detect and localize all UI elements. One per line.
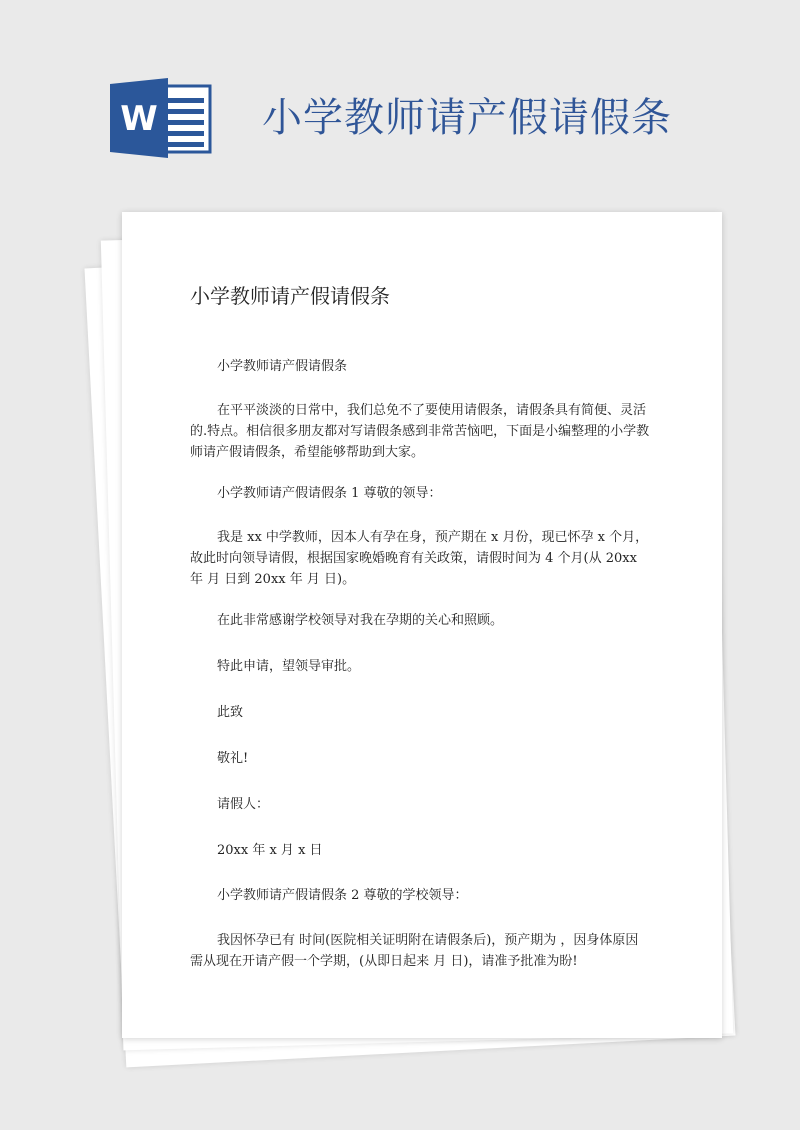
paragraph-intro: 在平平淡淡的日常中，我们总免不了要使用请假条，请假条具有简便、灵活的.特点。相信很多朋友都对写请假条感到非常苦恼吧，下面是小编整理的小学教师请产假请假条，希望能够帮助到大家。 [190, 403, 650, 460]
paragraph-body-2: 我因怀孕已有 时间(医院相关证明附在请假条后)，预产期为 ，因身体原因需从现在开请产假一个学期，(从即日起来 月 日)，请准予批准为盼! [190, 933, 639, 969]
word-logo-letter: W [120, 99, 158, 139]
page-title: 小学教师请产假请假条 [262, 95, 672, 141]
paragraph-heading-1: 小学教师请产假请假条 1 尊敬的领导： [217, 486, 442, 501]
paragraph-heading-2: 小学教师请产假请假条 2 尊敬的学校领导： [217, 888, 468, 903]
paragraph-subtitle: 小学教师请产假请假条 [217, 359, 348, 374]
paragraph-salute: 敬礼! [217, 751, 249, 766]
paragraph-request: 特此申请，望领导审批。 [217, 659, 361, 674]
paragraph-date: 20xx 年 x 月 x 日 [217, 843, 323, 858]
paragraph-applicant: 请假人： [217, 797, 270, 812]
document-title: 小学教师请产假请假条 [190, 284, 390, 308]
paragraph-body-1: 我是 xx 中学教师，因本人有孕在身，预产期在 x 月份，现已怀孕 x 个月，故此时向领导请假，根据国家晚婚晚育有关政策，请假时间为 4 个月(从 20xx 年 月 日到 20xx 年 月 日)。 [190, 530, 649, 587]
word-logo-icon [110, 78, 214, 158]
paragraph-closing: 此致 [217, 705, 244, 720]
header [0, 0, 800, 200]
paragraph-thanks: 在此非常感谢学校领导对我在孕期的关心和照顾。 [217, 613, 504, 628]
